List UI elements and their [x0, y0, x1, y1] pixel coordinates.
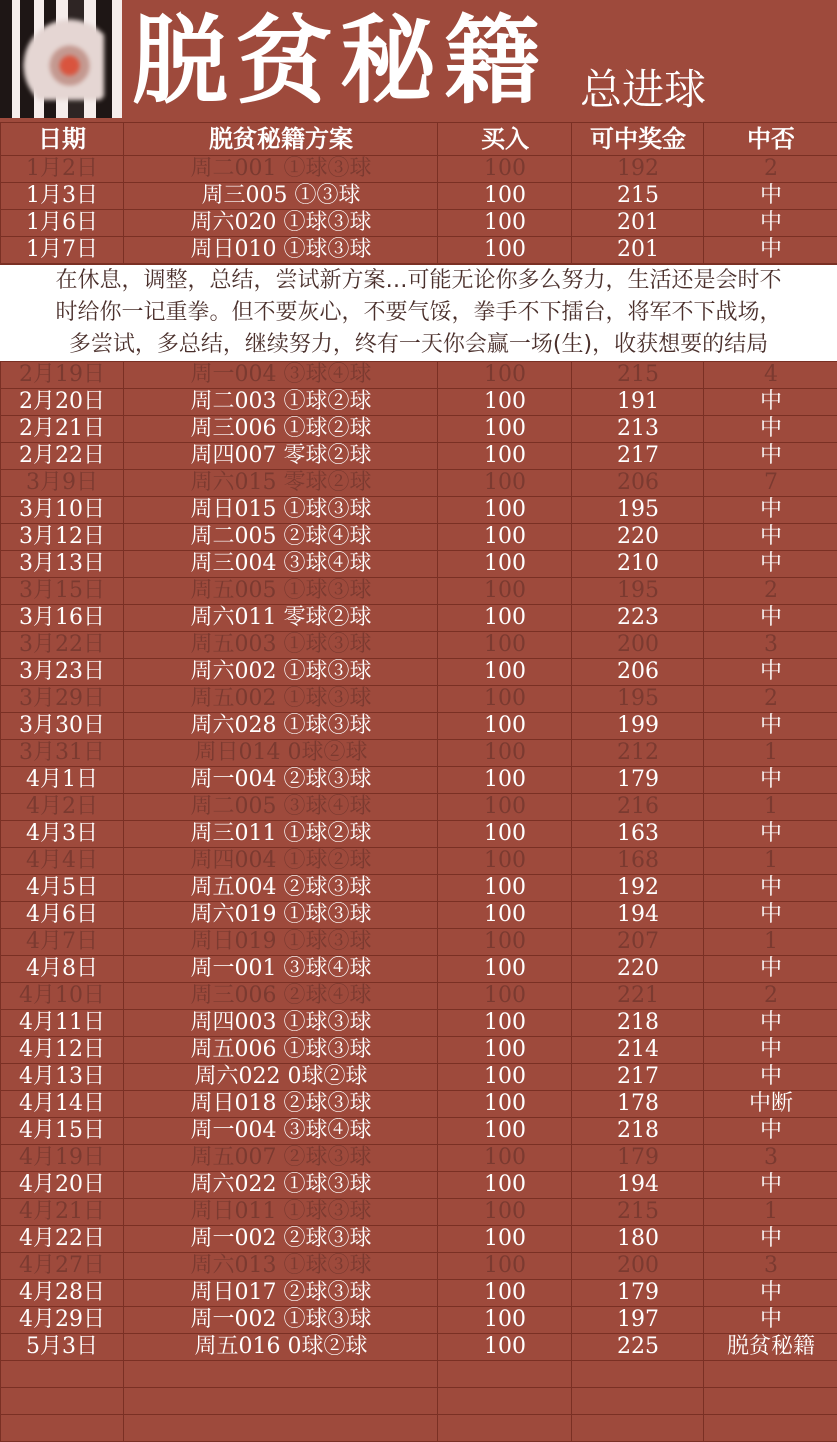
row-plan: 周一002 ①球③球 [123, 1307, 438, 1333]
column-header-result: 中否 [703, 123, 837, 155]
row-result: 7 [703, 470, 837, 496]
column-header-plan: 脱贫秘籍方案 [123, 123, 438, 155]
table-row [0, 847, 837, 874]
row-buy: 100 [437, 1091, 572, 1117]
row-buy: 100 [437, 740, 572, 766]
table-row [0, 523, 837, 550]
row-prize: 200 [571, 632, 704, 658]
row-date: 4月21日 [0, 1199, 123, 1225]
row-date: 4月29日 [0, 1307, 123, 1333]
row-result: 中 [703, 551, 837, 577]
row-buy: 100 [437, 1064, 572, 1090]
empty-cell [0, 1361, 123, 1387]
row-result: 1 [703, 740, 837, 766]
row-date: 3月30日 [0, 713, 123, 739]
row-result: 中 [703, 821, 837, 847]
row-buy: 100 [437, 183, 572, 209]
row-buy: 100 [437, 632, 572, 658]
row-plan: 周六019 ①球③球 [123, 902, 438, 928]
empty-cell [0, 1415, 123, 1441]
row-buy: 100 [437, 713, 572, 739]
row-date: 3月29日 [0, 686, 123, 712]
row-buy: 100 [437, 983, 572, 1009]
row-plan: 周三006 ①球②球 [123, 416, 438, 442]
column-header-date: 日期 [0, 123, 123, 155]
row-date: 4月28日 [0, 1280, 123, 1306]
row-plan: 周六022 ①球③球 [123, 1172, 438, 1198]
row-buy: 100 [437, 1010, 572, 1036]
row-result: 3 [703, 1253, 837, 1279]
row-plan: 周日011 ①球③球 [123, 1199, 438, 1225]
row-plan: 周五005 ①球③球 [123, 578, 438, 604]
row-prize: 200 [571, 1253, 704, 1279]
row-date: 3月10日 [0, 497, 123, 523]
table-row [0, 361, 837, 388]
row-plan: 周四007 零球②球 [123, 443, 438, 469]
table-row [0, 1198, 837, 1225]
row-date: 4月14日 [0, 1091, 123, 1117]
row-prize: 223 [571, 605, 704, 631]
row-buy: 100 [437, 1334, 572, 1360]
row-prize: 218 [571, 1010, 704, 1036]
row-buy: 100 [437, 1307, 572, 1333]
row-date: 3月13日 [0, 551, 123, 577]
row-result: 1 [703, 794, 837, 820]
row-date: 3月9日 [0, 470, 123, 496]
row-prize: 199 [571, 713, 704, 739]
row-date: 2月22日 [0, 443, 123, 469]
row-plan: 周一004 ③球④球 [123, 362, 438, 388]
row-plan: 周二005 ②球④球 [123, 524, 438, 550]
row-buy: 100 [437, 794, 572, 820]
qr-code-image [0, 0, 122, 118]
row-plan: 周一001 ③球④球 [123, 956, 438, 982]
row-result: 中 [703, 1280, 837, 1306]
row-prize: 201 [571, 210, 704, 236]
row-date: 4月11日 [0, 1010, 123, 1036]
row-buy: 100 [437, 210, 572, 236]
row-buy: 100 [437, 443, 572, 469]
row-plan: 周六028 ①球③球 [123, 713, 438, 739]
row-buy: 100 [437, 1172, 572, 1198]
table-row [0, 442, 837, 469]
empty-row [0, 1414, 837, 1442]
row-result: 中 [703, 524, 837, 550]
row-plan: 周五004 ②球③球 [123, 875, 438, 901]
row-buy: 100 [437, 767, 572, 793]
table-row [0, 415, 837, 442]
row-prize: 215 [571, 362, 704, 388]
row-plan: 周四003 ①球③球 [123, 1010, 438, 1036]
row-result: 1 [703, 848, 837, 874]
table-row [0, 209, 837, 236]
row-result: 中 [703, 875, 837, 901]
row-date: 4月1日 [0, 767, 123, 793]
row-date: 1月7日 [0, 237, 123, 263]
row-date: 3月23日 [0, 659, 123, 685]
results-table [0, 122, 837, 1442]
row-result: 4 [703, 362, 837, 388]
row-result: 中 [703, 389, 837, 415]
table-row [0, 766, 837, 793]
empty-cell [571, 1415, 704, 1441]
row-result: 中 [703, 1010, 837, 1036]
table-row [0, 1063, 837, 1090]
table-row [0, 1090, 837, 1117]
row-buy: 100 [437, 470, 572, 496]
empty-cell [437, 1415, 572, 1441]
column-header-buy: 买入 [437, 123, 572, 155]
row-plan: 周三004 ③球④球 [123, 551, 438, 577]
row-prize: 168 [571, 848, 704, 874]
row-date: 4月22日 [0, 1226, 123, 1252]
row-plan: 周五003 ①球③球 [123, 632, 438, 658]
row-plan: 周五007 ②球③球 [123, 1145, 438, 1171]
row-plan: 周二001 ①球③球 [123, 156, 438, 182]
row-result: 中 [703, 183, 837, 209]
row-plan: 周六015 零球②球 [123, 470, 438, 496]
table-row [0, 1171, 837, 1198]
row-plan: 周三006 ②球④球 [123, 983, 438, 1009]
row-plan: 周一004 ③球④球 [123, 1118, 438, 1144]
row-result: 中 [703, 1172, 837, 1198]
empty-cell [123, 1388, 438, 1414]
row-date: 4月20日 [0, 1172, 123, 1198]
row-buy: 100 [437, 497, 572, 523]
row-prize: 220 [571, 524, 704, 550]
row-plan: 周六022 0球②球 [123, 1064, 438, 1090]
row-plan: 周日019 ①球③球 [123, 929, 438, 955]
row-date: 4月7日 [0, 929, 123, 955]
row-date: 3月15日 [0, 578, 123, 604]
row-buy: 100 [437, 848, 572, 874]
row-plan: 周六011 零球②球 [123, 605, 438, 631]
row-date: 4月12日 [0, 1037, 123, 1063]
row-buy: 100 [437, 1118, 572, 1144]
table-row [0, 901, 837, 928]
row-plan: 周六013 ①球③球 [123, 1253, 438, 1279]
row-date: 3月12日 [0, 524, 123, 550]
row-buy: 100 [437, 686, 572, 712]
table-row [0, 739, 837, 766]
table-row [0, 1144, 837, 1171]
row-buy: 100 [437, 416, 572, 442]
empty-cell [0, 1388, 123, 1414]
row-date: 1月3日 [0, 183, 123, 209]
row-date: 4月13日 [0, 1064, 123, 1090]
table-row [0, 820, 837, 847]
row-result: 中断 [703, 1091, 837, 1117]
table-body-bottom [0, 361, 837, 1442]
row-date: 2月21日 [0, 416, 123, 442]
row-plan: 周日014 0球②球 [123, 740, 438, 766]
row-prize: 218 [571, 1118, 704, 1144]
empty-row [0, 1360, 837, 1387]
empty-cell [571, 1361, 704, 1387]
row-result: 中 [703, 956, 837, 982]
table-row [0, 388, 837, 415]
row-plan: 周二005 ③球④球 [123, 794, 438, 820]
row-prize: 194 [571, 1172, 704, 1198]
row-result: 脱贫秘籍 [703, 1334, 837, 1360]
row-result: 中 [703, 902, 837, 928]
row-result: 2 [703, 156, 837, 182]
row-date: 2月19日 [0, 362, 123, 388]
row-plan: 周三005 ①③球 [123, 183, 438, 209]
table-row [0, 1009, 837, 1036]
table-row [0, 928, 837, 955]
row-prize: 217 [571, 1064, 704, 1090]
row-date: 1月6日 [0, 210, 123, 236]
table-row [0, 1333, 837, 1360]
row-buy: 100 [437, 389, 572, 415]
notice-line: 在休息，调整，总结，尝试新方案…可能无论你多么努力，生活还是会时不 [55, 268, 782, 293]
row-result: 中 [703, 713, 837, 739]
row-result: 中 [703, 659, 837, 685]
table-row [0, 1225, 837, 1252]
row-buy: 100 [437, 659, 572, 685]
row-plan: 周一002 ②球③球 [123, 1226, 438, 1252]
row-buy: 100 [437, 1199, 572, 1225]
notice-banner [0, 264, 837, 361]
table-row [0, 1306, 837, 1333]
table-row [0, 955, 837, 982]
row-prize: 201 [571, 237, 704, 263]
row-plan: 周三011 ①球②球 [123, 821, 438, 847]
row-prize: 215 [571, 1199, 704, 1225]
row-date: 4月5日 [0, 875, 123, 901]
row-result: 中 [703, 1307, 837, 1333]
row-date: 4月8日 [0, 956, 123, 982]
row-prize: 194 [571, 902, 704, 928]
row-prize: 206 [571, 470, 704, 496]
row-prize: 179 [571, 1280, 704, 1306]
row-date: 5月3日 [0, 1334, 123, 1360]
table-row [0, 1279, 837, 1306]
row-result: 3 [703, 632, 837, 658]
table-row [0, 469, 837, 496]
empty-cell [123, 1361, 438, 1387]
row-result: 2 [703, 686, 837, 712]
row-result: 2 [703, 578, 837, 604]
row-buy: 100 [437, 578, 572, 604]
row-result: 中 [703, 1226, 837, 1252]
row-buy: 100 [437, 929, 572, 955]
row-plan: 周五006 ①球③球 [123, 1037, 438, 1063]
row-prize: 195 [571, 497, 704, 523]
row-plan: 周日010 ①球③球 [123, 237, 438, 263]
row-buy: 100 [437, 956, 572, 982]
row-buy: 100 [437, 1037, 572, 1063]
empty-cell [571, 1388, 704, 1414]
row-result: 1 [703, 1199, 837, 1225]
row-prize: 214 [571, 1037, 704, 1063]
table-row [0, 982, 837, 1009]
table-row [0, 793, 837, 820]
row-buy: 100 [437, 1280, 572, 1306]
row-result: 中 [703, 237, 837, 263]
row-result: 中 [703, 416, 837, 442]
row-buy: 100 [437, 605, 572, 631]
table-row [0, 874, 837, 901]
row-prize: 163 [571, 821, 704, 847]
row-date: 2月20日 [0, 389, 123, 415]
row-prize: 210 [571, 551, 704, 577]
row-prize: 221 [571, 983, 704, 1009]
row-result: 中 [703, 1118, 837, 1144]
row-prize: 192 [571, 156, 704, 182]
table-row [0, 496, 837, 523]
table-row [0, 1117, 837, 1144]
table-row [0, 631, 837, 658]
empty-cell [437, 1361, 572, 1387]
row-plan: 周六020 ①球③球 [123, 210, 438, 236]
table-header [0, 122, 837, 155]
row-result: 1 [703, 929, 837, 955]
row-buy: 100 [437, 902, 572, 928]
row-date: 4月19日 [0, 1145, 123, 1171]
row-result: 中 [703, 605, 837, 631]
row-result: 中 [703, 767, 837, 793]
row-buy: 100 [437, 237, 572, 263]
row-prize: 206 [571, 659, 704, 685]
table-row [0, 1252, 837, 1279]
row-prize: 180 [571, 1226, 704, 1252]
row-prize: 197 [571, 1307, 704, 1333]
table-row [0, 712, 837, 739]
row-prize: 192 [571, 875, 704, 901]
row-prize: 195 [571, 578, 704, 604]
row-plan: 周一004 ②球③球 [123, 767, 438, 793]
row-result: 中 [703, 1037, 837, 1063]
row-result: 中 [703, 443, 837, 469]
row-prize: 207 [571, 929, 704, 955]
row-prize: 216 [571, 794, 704, 820]
empty-row [0, 1387, 837, 1414]
row-plan: 周日018 ②球③球 [123, 1091, 438, 1117]
row-prize: 195 [571, 686, 704, 712]
notice-line: 多尝试，多总结，继续努力，终有一天你会赢一场(生)，收获想要的结局 [68, 332, 769, 357]
row-result: 中 [703, 497, 837, 523]
empty-cell [437, 1388, 572, 1414]
row-plan: 周五016 0球②球 [123, 1334, 438, 1360]
row-date: 3月16日 [0, 605, 123, 631]
row-buy: 100 [437, 875, 572, 901]
row-plan: 周日015 ①球③球 [123, 497, 438, 523]
row-plan: 周二003 ①球②球 [123, 389, 438, 415]
empty-cell [123, 1415, 438, 1441]
row-prize: 225 [571, 1334, 704, 1360]
table-row [0, 182, 837, 209]
row-prize: 220 [571, 956, 704, 982]
row-date: 4月2日 [0, 794, 123, 820]
table-row [0, 658, 837, 685]
table-row [0, 604, 837, 631]
row-result: 2 [703, 983, 837, 1009]
empty-cell [703, 1388, 837, 1414]
row-buy: 100 [437, 156, 572, 182]
empty-cell [703, 1415, 837, 1441]
row-result: 中 [703, 1064, 837, 1090]
page-title: 脱贫秘籍 [132, 4, 548, 117]
row-prize: 178 [571, 1091, 704, 1117]
row-date: 4月6日 [0, 902, 123, 928]
row-date: 4月27日 [0, 1253, 123, 1279]
row-date: 4月4日 [0, 848, 123, 874]
row-buy: 100 [437, 1145, 572, 1171]
row-buy: 100 [437, 524, 572, 550]
table-body-top [0, 155, 837, 264]
row-prize: 191 [571, 389, 704, 415]
page-subtitle: 总进球 [580, 65, 707, 114]
row-result: 3 [703, 1145, 837, 1171]
row-result: 中 [703, 210, 837, 236]
table-row [0, 685, 837, 712]
table-row [0, 155, 837, 182]
table-row [0, 577, 837, 604]
table-row [0, 236, 837, 264]
row-prize: 213 [571, 416, 704, 442]
empty-cell [703, 1361, 837, 1387]
row-plan: 周日017 ②球③球 [123, 1280, 438, 1306]
row-prize: 212 [571, 740, 704, 766]
row-date: 4月3日 [0, 821, 123, 847]
row-buy: 100 [437, 1226, 572, 1252]
column-header-prize: 可中奖金 [571, 123, 704, 155]
row-prize: 217 [571, 443, 704, 469]
row-date: 4月15日 [0, 1118, 123, 1144]
row-date: 4月10日 [0, 983, 123, 1009]
row-date: 3月31日 [0, 740, 123, 766]
row-buy: 100 [437, 362, 572, 388]
table-row [0, 550, 837, 577]
notice-line: 时给你一记重拳。但不要灰心，不要气馁，拳手不下擂台，将军不下战场， [55, 300, 782, 325]
row-prize: 179 [571, 767, 704, 793]
row-plan: 周五002 ①球③球 [123, 686, 438, 712]
row-prize: 179 [571, 1145, 704, 1171]
table-row [0, 1036, 837, 1063]
row-buy: 100 [437, 551, 572, 577]
row-plan: 周四004 ①球②球 [123, 848, 438, 874]
row-prize: 215 [571, 183, 704, 209]
row-date: 1月2日 [0, 156, 123, 182]
row-buy: 100 [437, 821, 572, 847]
row-plan: 周六002 ①球③球 [123, 659, 438, 685]
row-buy: 100 [437, 1253, 572, 1279]
row-date: 3月22日 [0, 632, 123, 658]
